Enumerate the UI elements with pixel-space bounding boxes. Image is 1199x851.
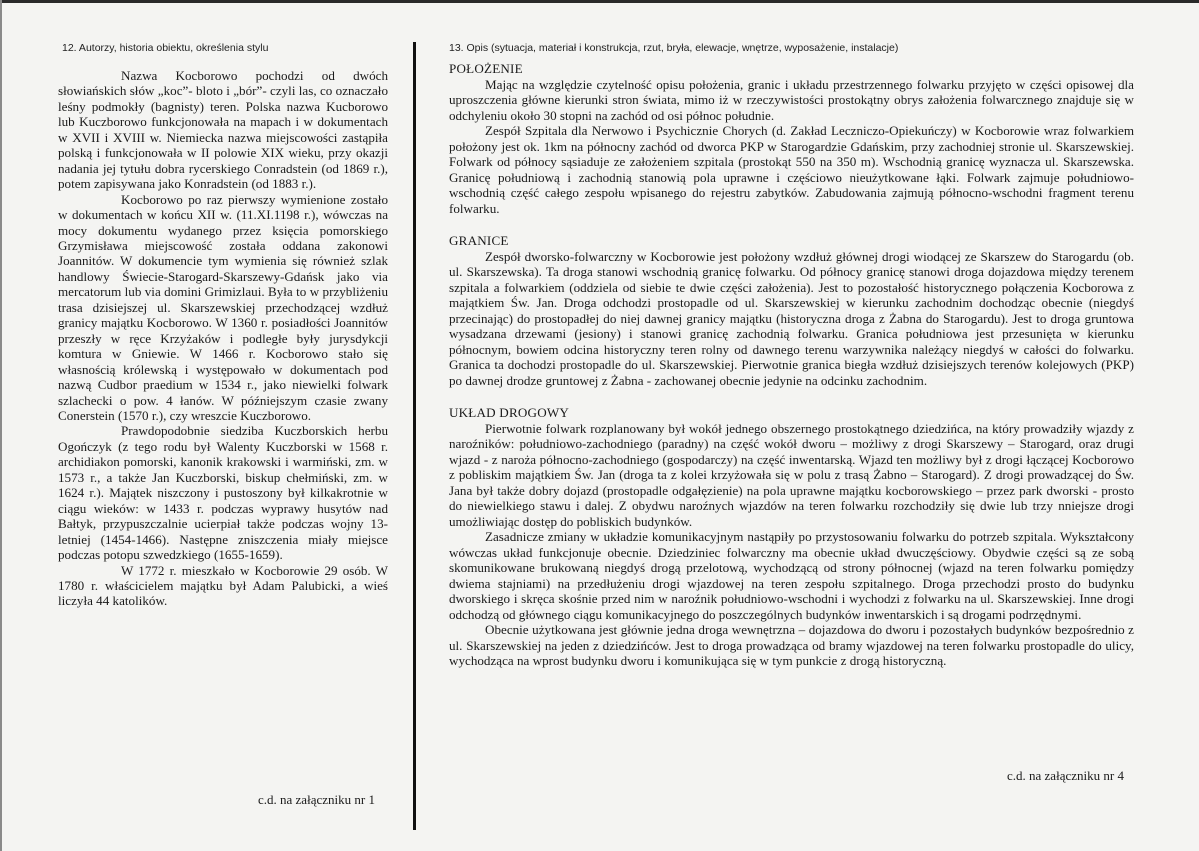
column-divider	[413, 42, 416, 830]
history-paragraph: Kocborowo po raz pierwszy wymienione zostało w dokumentach w końcu XII w. (11.XI.1198 r.), wówczas na mocy dokumentu wydanego przez księcia pomorskiego Grzymisława miejscowość została oddana zakonowi Joannitów. W dokumencie tym wymienia się również szlak handlowy Świecie-Starogard-Skarszewy-Gdańsk jako via mercatorum lub via domini Grimizlaui. Była to w przybliżeniu trasa dzisiejszej ul. Skarszewskiej przechodzącej wzdłuż granicy majątku Kocborowo. W 1360 r. posiadłości Joannitów przeszły w ręce Krzyżaków i podległe były jurysdykcji komtura w Gniewie. W 1466 r. Kocborowo stało się własnością królewską i występowało w dokumentach pod nazwą Cudbor praedium w 1534 r., jako niewielki folwark szlachecki o pow. 4 łanów. W późniejszym czasie zwany Conerstein (1570 r.), czy wreszcie Kuczborowo.	[58, 191, 388, 423]
left-column	[58, 30, 388, 609]
left-section-heading: 12. Autorzy, historia obiektu, określenia stylu	[62, 42, 269, 54]
history-paragraph: Nazwa Kocborowo pochodzi od dwóch słowiańskich słów „koc”- bloto i „bór”- czyli las, co oznaczało leśny podmokły (bagnisty) teren. Polska nazwa Kucborowo lub Kuczborowo funkcjonowała na mapach i w dokumentach w XVII i XVIII w. Niemiecka nazwa miejscowości zastąpiła polską i funkcjonowała w II polowie XIX wieku, przy okazji nadania jej tytułu dobra rycerskiego Conradstein (od 1869 r.), potem zapisywana jako Konradstein (od 1883 r.).	[58, 68, 388, 192]
description-paragraph: Pierwotnie folwark rozplanowany był wokół jednego obszernego prostokątnego dziedzińca, na który prowadziły wjazdy z naroźników: południowo-zachodniego (paradny) na część wokół dworu – możliwy z drogi Skarszewy – Starogard, oraz drugi wjazd - z naroża północno-zachodniego (gospodarczy) na część inwentarską. Wjazd ten możliwy był z drogi łączącej Kocborowo z pobliskim majątkiem Św. Jan (droga ta z kolei krzyżowała się w polu z trasą Żabno – Starogard). Z drogi prowadzącej do Św. Jana był także dobry dojazd (prostopadle odgałęzienie) na pola uprawne majątku kocborowskiego – przez park dworski - prosto do niewielkiego stawu i dalej. Z obydwu naroźnych wjazdów na teren folwarku rozchodziły się dwie lub trzy nniejsze drogi umożliwiając dostęp do pobliskich budynków.	[449, 420, 1134, 529]
right-continuation-note: c.d. na załączniku nr 4	[1007, 768, 1124, 783]
description-paragraph: Mając na względzie czytelność opisu położenia, granic i układu przestrzennego folwarku przyjęto w części opisowej dla uproszczenia główne kierunki stron świata, mimo iż w rzeczywistości prostokątny obrys założenia folwarcznego znajduje się w odchyleniu około 30 stopni na zachód od osi północ południe.	[449, 76, 1134, 123]
right-section-heading: 13. Opis (sytuacja, materiał i konstrukcja, rzut, bryła, elewacje, wnętrze, wyposażenie, instalacje)	[449, 42, 899, 54]
section-title-granice: GRANICE	[449, 233, 509, 248]
scan-edge-left	[0, 0, 2, 851]
history-paragraph: Prawdopodobnie siedziba Kuczborskich herbu Ogończyk (z tego rodu był Walenty Kuczborski w 1568 r. archidiakon pomorski, kanonik krakowski i warmiński, zm. w 1573 r., a także Jan Kuczborski, biskup chełmiński, zm. w 1624 r.). Majątek niszczony i pustoszony był kilkakrotnie w ciągu wieków: w 1433 r. podczas wyprawy husytów nad Bałtyk, przypuszczalnie ucierpiał także podczas wojny 13-letniej (1454-1466). Następne zniszczenia miały miejsce podczas potopu szwedzkiego (1655-1659).	[58, 423, 388, 563]
history-paragraph: W 1772 r. mieszkało w Kocborowie 29 osób. W 1780 r. właścicielem majątku był Adam Palubicki, a wieś liczyła 44 katolików.	[58, 562, 388, 609]
section-title-uklad-drogowy: UKŁAD DROGOWY	[449, 405, 570, 420]
right-column	[449, 30, 1134, 669]
description-paragraph: Zespół dworsko-folwarczny w Kocborowie jest położony wzdłuż głównej drogi wiodącej ze Skarszew do Starogardu (ob. ul. Skarszewska). Ta droga stanowi wschodnią granicę folwarku. Od północy granicę stanowi droga dojazdowa między terenem szpitala a folwarkiem (oddziela od siebie te dwie części założenia). Jest to pozostałość historycznego połączenia Kocborowa z majątkiem Św. Jan. Droga odchodzi prostopadle od ul. Skarszewskiej w kierunku zachodnim dochodząc obecnie (niegdyś przecinając) do prostopadłej do niej dawnej granicy majątku (historyczna droga z Żabna do Starogardu). Jest to droga gruntowa wysadzana drzewami (jesiony) i stanowi granicę zachodnią folwarku. Granica południowa jest przesunięta w kierunku północnym, bowiem odcina historyczny teren rolny od dawnego terenu warzywnika należący niegdyś w całości do folwarku. Granica ta dochodzi prostopadle do ul. Skarszewskiej. Pierwotnie granica biegła wzdłuż dzisiejszych terenów kolejowych (PKP) po dawnej drodze gruntowej z Żabna - zachowanej obecnie jedynie na odcinku zachodnim.	[449, 248, 1134, 388]
section-title-polozenie: POŁOŻENIE	[449, 61, 523, 76]
scan-edge-top	[0, 0, 1199, 3]
description-paragraph: Zespół Szpitala dla Nerwowo i Psychicznie Chorych (d. Zakład Leczniczo-Opiekuńczy) w Kocborowie wraz folwarkiem położony jest ok. 1km na północny zachód od dworca PKP w Starogardzie Gdańskim, przy zachodniej stronie ul. Skarszewskiej. Folwark od północy sąsiaduje ze założeniem szpitala (prostokąt 550 na 350 m). Wschodnią granicę wyznacza ul. Skarszewska. Granicę południową i zachodnią stanowią pola uprawne i częściowo nieużytkowane łąki. Folwark zajmuje południowo-wschodnią część całego zespołu wpisanego do rejestru zabytków. Zabudowania zajmują północno-wschodni fragment terenu folwarku.	[449, 123, 1134, 216]
description-paragraph: Zasadnicze zmiany w układzie komunikacyjnym nastąpiły po przystosowaniu folwarku do potrzeb szpitala. Wykształcony wówczas układ funkcjonuje obecnie. Dziedziniec folwarczny ma obecnie układ dwuczęściowy. Obydwie części są ze sobą skomunikowane brukowaną niegdyś drogą przelotową, wychodzącą od strony północnej (wjazd na teren folwarku pomiędzy dwiema stajniami) na przedłużeniu drogi wjazdowej na teren zespołu szpitalnego. Droga przechodzi prosto do budynku dworskiego i skręca skośnie przed nim w naroźnik południowo-wschodni i wychodzi z folwarku na ul. Skarszewskiej. Inne drogi odchodzą od głównego ciągu komunikacyjnego do poszczególnych budynków inwentarskich i są drogami podrzędnymi.	[449, 529, 1134, 622]
left-continuation-note: c.d. na załączniku nr 1	[258, 792, 375, 807]
description-paragraph: Obecnie użytkowana jest głównie jedna droga wewnętrzna – dojazdowa do dworu i pozostałych budynków bezpośrednio z ul. Skarszewskiej na jeden z dziedzińców. Jest to droga prowadząca od bramy wjazdowej na teren folwarku prostopadle do ulicy, wychodząca na wprost budynku dworu i komunikująca się w tym punkcie z drogą historyczną.	[449, 622, 1134, 668]
